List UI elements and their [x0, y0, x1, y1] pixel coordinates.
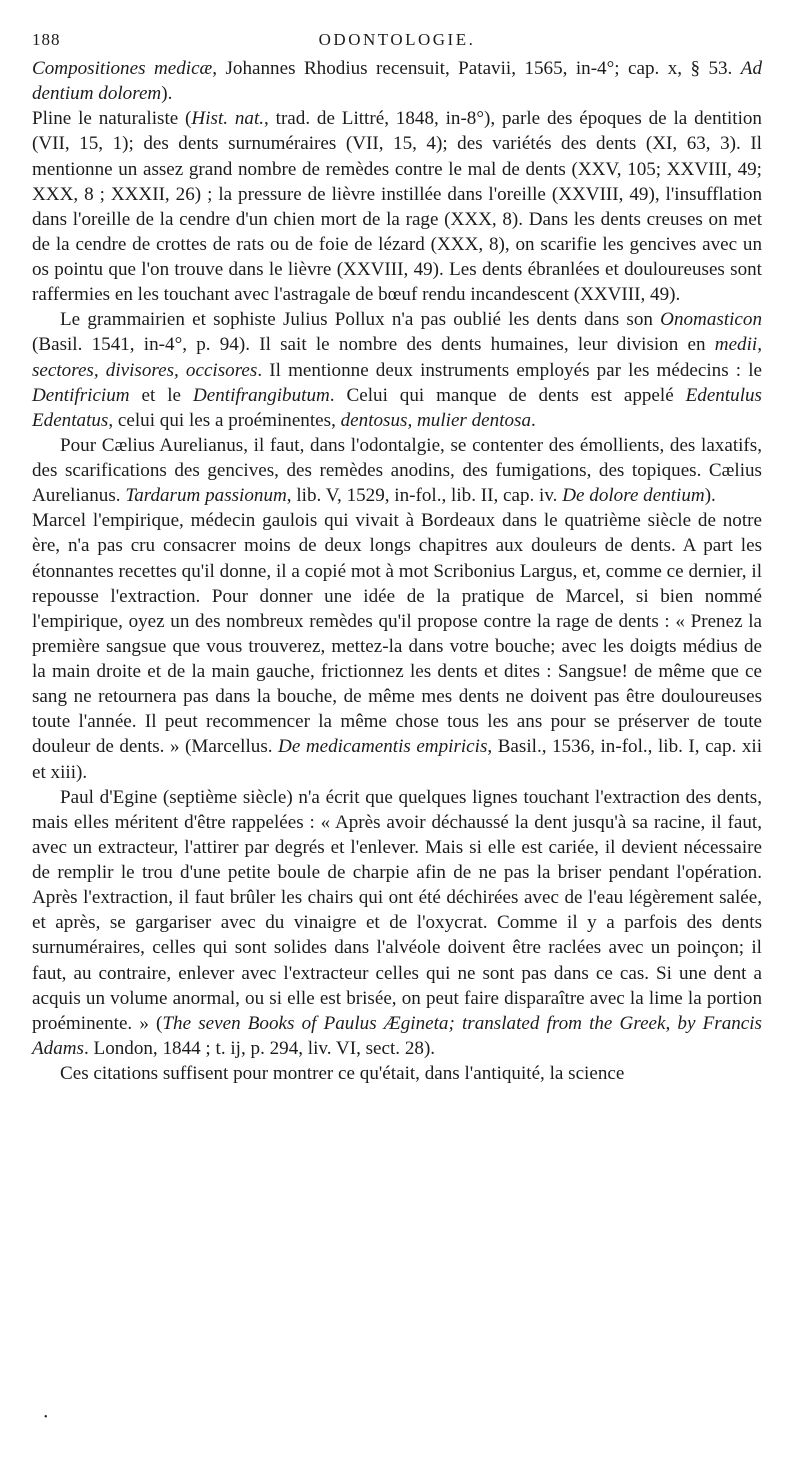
italic-text: dentosus, mulier dentosa	[340, 409, 532, 431]
paragraph	[32, 307, 762, 433]
body-text	[32, 56, 762, 1086]
text-run: , trad. de Littré, 1848, in-8°), parle des époques de la dentition (VII, 15, 1); des dents surnuméraires (VII, 15, 4); des variétés des dents (XI, 63, 3). Il mentionne un assez grand nombre de remèdes contre le mal de dents (XXV, 105; XXVIII, 49; XXX, 8 ; XXXII, 26) ; la pressure de lièvre instillée dans l'oreille (XXVIII, 49), l'insufflation dans l'oreille de la cendre d'un chien mort de la rage (XXX, 8). Dans les dents creuses on met de la cendre de crottes de rats ou de foie de lézard (XXX, 8), on scarifie les gencives avec un os pointu que l'on trouve dans le lièvre (XXVIII, 49). Les dents ébranlées et douloureuses sont raffermies en les touchant avec l'astragale de bœuf rendu incandescent (XXVIII, 49).	[32, 108, 762, 306]
paragraph	[32, 1061, 762, 1086]
page-number: 188	[32, 30, 61, 49]
paragraph	[32, 785, 762, 1061]
running-head: ODONTOLOGIE.	[318, 30, 476, 49]
text-run: Marcel l'empirique, médecin gaulois qui vivait à Bordeaux dans le quatrième siècle de notre ère, n'a pas cru consacrer moins de deux longs chapitres aux douleurs de dents. A part les étonnantes recettes qu'il donne, il a copié mot à mot Scribonius Largus, et, comme ce dernier, il repousse l'extraction. Pour donner une idée de la pratique de Marcel, si bien nommé l'empirique, oyez un des nombreux remèdes qu'il propose contre la rage de dents : « Prenez la première sangsue que vous trouverez, mettez-la dans votre bouche; avec les doigts médius de la main droite et de la main gauche, frictionnez les dents et dites : Sangsue! de même que ce sang ne retournera pas dans la bouche, de même mes dents ne doivent pas être douloureuses toute l'année. Il peut recommencer la même chose tous les ans pour se préserver de toute douleur de dents. » (Marcellus.	[32, 510, 762, 758]
text-run: Ces citations suffisent pour montrer ce qu'était, dans l'antiquité, la science	[60, 1063, 625, 1084]
text-run: ).	[161, 83, 173, 105]
text-run: (Basil. 1541, in-4°, p. 94). Il sait le nombre des dents humaines, leur division en	[32, 334, 715, 356]
page-header	[32, 0, 762, 49]
italic-text: Dentifrangibutum	[192, 384, 330, 406]
italic-text: Compositiones medicæ	[32, 58, 213, 79]
text-run: Pour Cælius Aurelianus, il faut, dans l'odontalgie, se contenter des émollients, des laxatifs, des scarifications des gencives, des remèdes anodins, des fumigations, des topiques. Cælius Aurelianus.	[32, 434, 762, 507]
italic-text: Dentifricium	[32, 384, 130, 406]
italic-text: De dolore dentium	[562, 485, 705, 507]
text-run: , lib. V, 1529, in-fol., lib. II, cap. iv.	[286, 485, 563, 507]
text-run: .	[531, 409, 536, 431]
text-run: Paul d'Egine (septième siècle) n'a écrit que quelques lignes touchant l'extraction des dents, mais elles méritent d'être rappelées : « Après avoir déchaussé la dent jusqu'à sa racine, il faut, avec un extracteur, l'attirer par degrés et l'enlever. Mais si elle est cariée, il devient nécessaire de remplir le trou d'une petite boule de charpie afin de ne pas la briser pendant l'opération. Après l'extraction, il faut brûler les chairs qui ont été déchirées avec de l'eau légèrement salée, et après, se gargariser avec du vinaigre et de l'oxycrat. Comme il y a parfois des dents surnuméraires, celles qui sont solides dans l'alvéole doivent être raclées avec un poinçon; il faut, au contraire, enlever avec l'extracteur celles qui ne sont pas dans ce cas. Si une dent a acquis un volume anormal, ou si elle est brisée, on peut faire disparaître avec la lime la portion proéminente. » (	[32, 786, 762, 1034]
italic-text: Hist. nat.	[191, 108, 265, 130]
text-run: Pline le naturaliste (	[32, 108, 192, 130]
italic-text: The seven Books of Paulus Ægineta; translated from the Greek, by Francis Adams	[32, 1012, 762, 1059]
paragraph	[32, 56, 762, 106]
italic-text: Tardarum passionum	[125, 485, 287, 507]
text-run: ).	[704, 485, 716, 507]
text-run: et le	[129, 384, 193, 406]
text-run: . London, 1844 ; t. ij, p. 294, liv. VI, sect. 28).	[83, 1037, 436, 1059]
italic-text: Ad dentium dolorem	[32, 58, 762, 105]
paragraph	[32, 508, 762, 784]
stray-mark: •	[44, 1412, 48, 1423]
paragraph	[32, 106, 762, 307]
text-run: Le grammairien et sophiste Julius Pollux n'a pas oublié les dents dans son	[60, 309, 661, 331]
text-run: . Celui qui manque de dents est appelé	[329, 384, 686, 406]
italic-text: De medicamentis empiricis	[278, 736, 488, 758]
paragraph	[32, 433, 762, 508]
italic-text: Onomasticon	[660, 309, 762, 331]
text-run: , Basil., 1536, in-fol., lib. I, cap. xii et xiii).	[32, 736, 763, 783]
text-run: . Il mentionne deux instruments employés par les médecins : le	[257, 359, 762, 381]
italic-text: medii, sectores, divisores, occisores	[32, 334, 762, 381]
text-run: , celui qui les a proéminentes,	[108, 409, 341, 431]
italic-text: Edentulus Edentatus	[32, 384, 762, 431]
text-run: , Johannes Rhodius recensuit, Patavii, 1565, in-4°; cap. x, § 53.	[212, 58, 741, 79]
